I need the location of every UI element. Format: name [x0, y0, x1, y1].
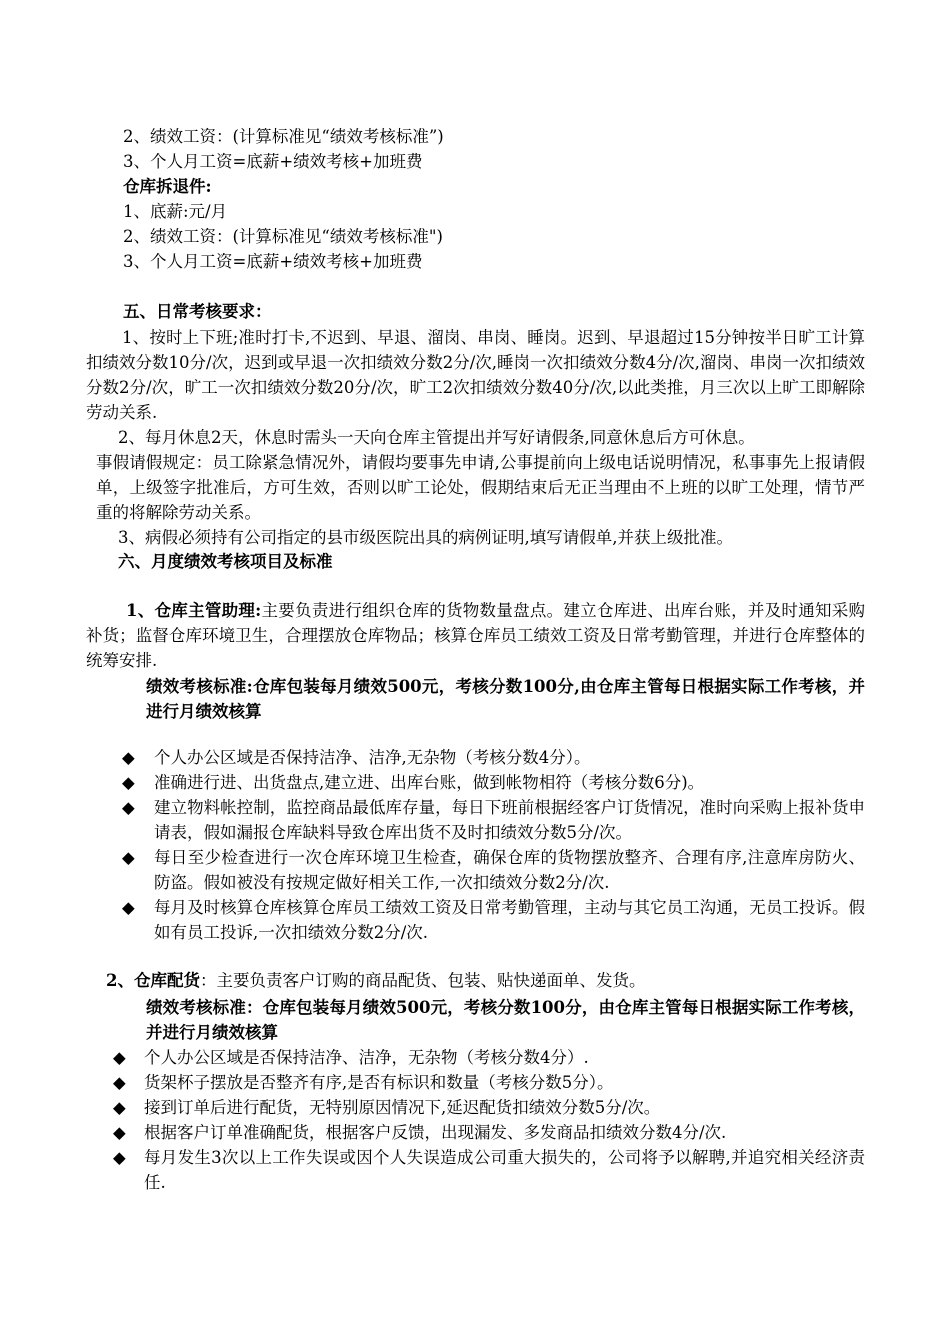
role-1-bullet-item: [122, 795, 865, 845]
role-2-bullet-text: 接到订单后进行配货，无特别原因情况下,延迟配货扣绩效分数5分/次。: [144, 1098, 661, 1117]
returns-line-2: 2、绩效工资：(计算标准见“绩效考核标准"): [123, 227, 443, 246]
role-1-bullet-text: 建立物料帐控制，监控商品最低库存量，每日下班前根据经客户订货情况，准时向采购上报补货申请表，假如漏报仓库缺料导致仓库出货不及时扣绩效分数5分/次。: [154, 798, 865, 842]
role-2-bullet-text: 根据客户订单准确配货，根据客户反馈，出现漏发、多发商品扣绩效分数4分/次.: [144, 1123, 727, 1142]
diamond-bullet-icon: ◆: [113, 1048, 126, 1067]
role-1-bullet-text: 个人办公区域是否保持洁净、洁净,无杂物（考核分数4分）。: [154, 748, 591, 767]
diamond-bullet-icon: ◆: [122, 748, 135, 767]
returns-line-3: 3、个人月工资=底薪+绩效考核+加班费: [123, 252, 423, 271]
diamond-bullet-icon: ◆: [113, 1148, 126, 1167]
role-1-standard: 绩效考核标准:仓库包装每月绩效500元，考核分数100分,由仓库主管每日根据实际工作考核，并进行月绩效核算: [146, 677, 865, 721]
role-2-name: 2、仓库配货: [106, 971, 200, 990]
section-6-title: 六、月度绩效考核项目及标准: [118, 552, 333, 571]
role-1-description: [86, 598, 865, 673]
role-1-bullet-text: 准确进行进、出货盘点,建立进、出库台账，做到帐物相符（考核分数6分)。: [154, 773, 705, 792]
returns-line-1: 1、底薪:元/月: [123, 202, 228, 221]
diamond-bullet-icon: ◆: [113, 1098, 126, 1117]
role-2-bullet-item: [113, 1095, 865, 1120]
role-2-bullet-text: 个人办公区域是否保持洁净、洁净，无杂物（考核分数4分）.: [144, 1048, 589, 1067]
section-5-paragraph-1: 1、按时上下班;准时打卡,不迟到、早退、溜岗、串岗、睡岗。迟到、早退超过15分钟按半日旷工计算扣绩效分数10分/次，迟到或早退一次扣绩效分数2分/次,睡岗一次扣绩效分数4分/次,溜岗、串岗一次扣绩效分数2分/次，旷工一次扣绩效分数20分/次，旷工2次扣绩效分数40分/次,以此类推，月三次以上旷工即解除劳动关系.: [86, 328, 865, 422]
section-5-leave-rules: 事假请假规定：员工除紧急情况外，请假均要事先申请,公事提前向上级电话说明情况，私事事先上报请假单，上级签字批准后，方可生效，否则以旷工论处，假期结束后无正当理由不上班的以旷工处理，情节严重的将解除劳动关系。: [96, 453, 865, 522]
role-2-bullet-item: [113, 1120, 865, 1145]
section-5-paragraph-3: 3、病假必须持有公司指定的县市级医院出具的病例证明,填写请假单,并获上级批准。: [118, 528, 733, 547]
salary-line-3: 3、个人月工资=底薪+绩效考核+加班费: [123, 152, 423, 171]
role-1-desc-text: 主要负责进行组织仓库的货物数量盘点。建立仓库进、出库台账，并及时通知采购补货；监督仓库环境卫生，合理摆放仓库物品；核算仓库员工绩效工资及日常考勤管理，并进行仓库整体的统筹安排.: [86, 601, 866, 670]
role-2-bullet-text: 货架杯子摆放是否整齐有序,是否有标识和数量（考核分数5分）。: [144, 1073, 614, 1092]
role-2-desc-text: 主要负责客户订购的商品配货、包装、贴快递面单、发货。: [216, 971, 646, 990]
role-1-bullet-text: 每月及时核算仓库核算仓库员工绩效工资及日常考勤管理，主动与其它员工沟通，无员工投诉。假如有员工投诉,一次扣绩效分数2分/次.: [154, 898, 865, 942]
role-2-description: [106, 970, 645, 992]
role-2-bullet-item: [113, 1070, 865, 1095]
diamond-bullet-icon: ◆: [122, 773, 135, 792]
role-1-name: 1、仓库主管助理:: [126, 601, 262, 620]
role-2-colon: ：: [199, 971, 217, 990]
diamond-bullet-icon: ◆: [122, 898, 135, 917]
role-2-bullet-item: [113, 1145, 865, 1195]
role-1-bullet-item: [122, 745, 865, 770]
diamond-bullet-icon: ◆: [113, 1073, 126, 1092]
returns-dept-title: 仓库拆退件:: [123, 177, 212, 196]
role-2-standard: 绩效考核标准：仓库包装每月绩效500元，考核分数100分，由仓库主管每日根据实际工作考核，并进行月绩效核算: [146, 998, 865, 1042]
role-1-bullet-item: [122, 845, 865, 895]
diamond-bullet-icon: ◆: [122, 848, 135, 867]
section-5-paragraph-2: 2、每月休息2天，休息时需头一天向仓库主管提出并写好请假条,同意休息后方可休息。: [118, 428, 755, 447]
section-5-title: 五、日常考核要求：: [123, 302, 272, 321]
salary-line-2: 2、绩效工资：(计算标准见“绩效考核标准”): [123, 127, 444, 146]
role-2-bullet-text: 每月发生3次以上工作失误或因个人失误造成公司重大损失的，公司将予以解聘,并追究相关经济责任.: [144, 1148, 865, 1192]
role-1-bullet-text: 每日至少检查进行一次仓库环境卫生检查，确保仓库的货物摆放整齐、合理有序,注意库房防火、防盗。假如被没有按规定做好相关工作,一次扣绩效分数2分/次.: [154, 848, 865, 892]
role-2-bullet-item: [113, 1045, 865, 1070]
role-1-bullet-item: [122, 895, 865, 945]
role-1-bullet-item: [122, 770, 865, 795]
diamond-bullet-icon: ◆: [113, 1123, 126, 1142]
diamond-bullet-icon: ◆: [122, 798, 135, 817]
